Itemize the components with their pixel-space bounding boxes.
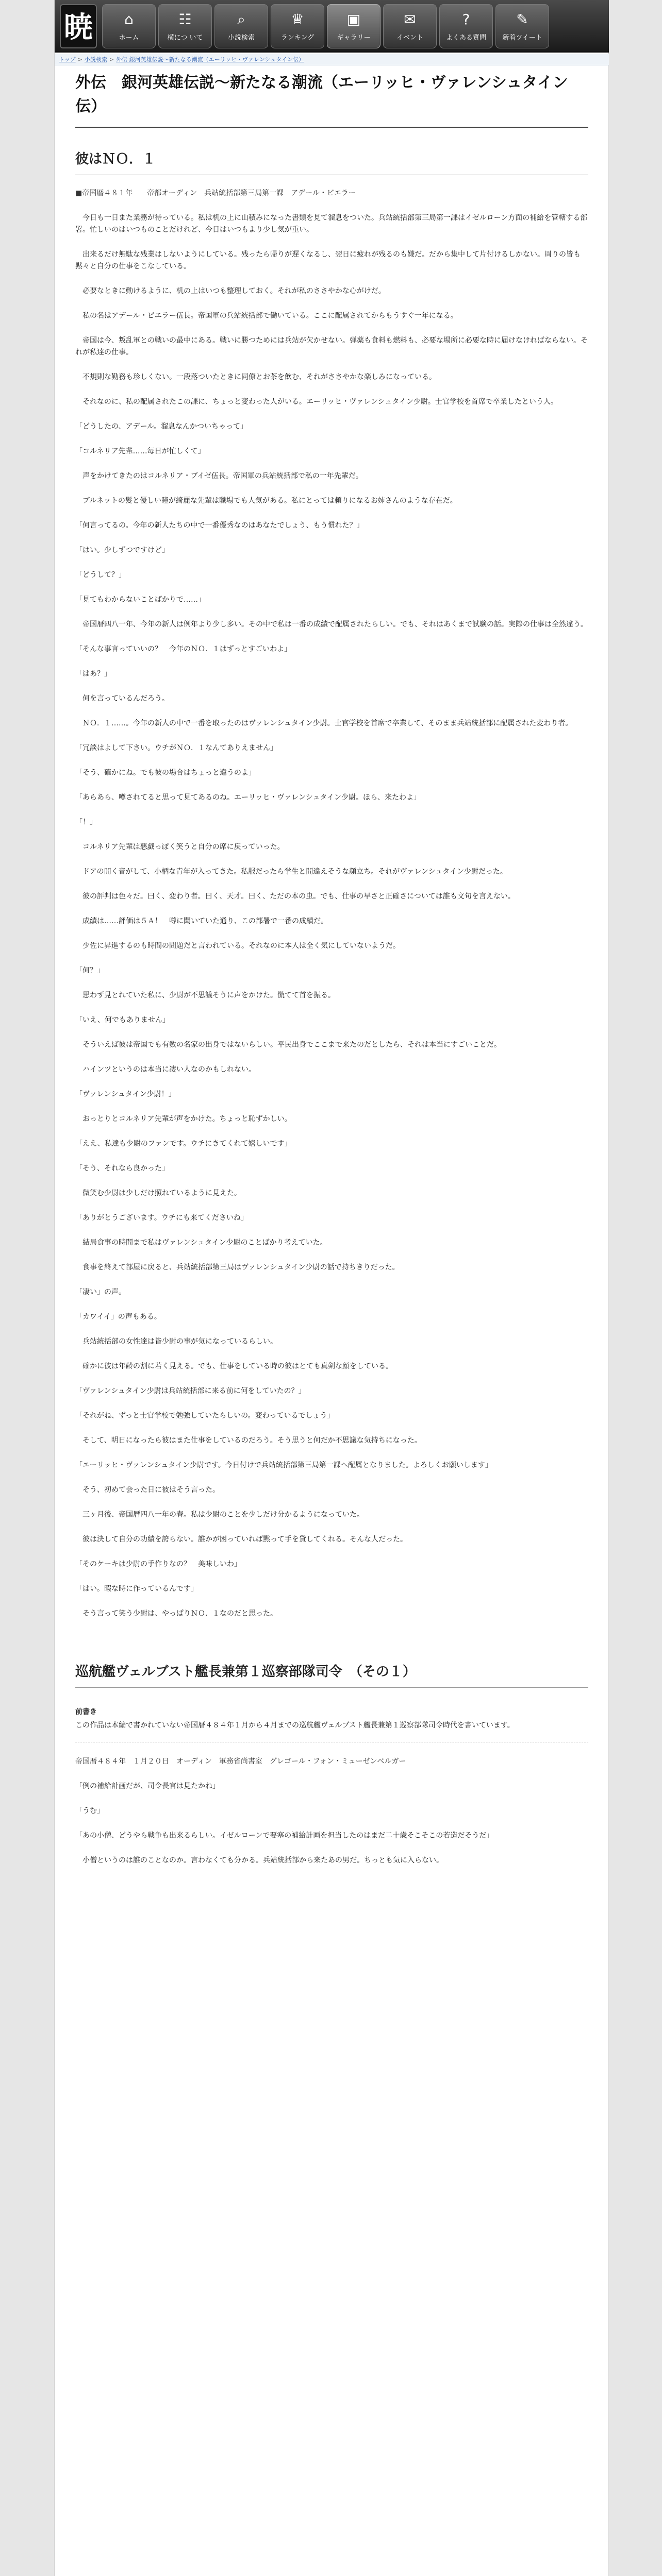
body-paragraph: 「どうしたの、アデール。溜息なんかついちゃって」	[75, 422, 248, 431]
question-icon: ?	[462, 10, 470, 28]
site-logo[interactable]: 暁	[60, 4, 97, 48]
body-paragraph: 兵站統括部の女性達は皆少尉の事が気になっているらしい。	[75, 1337, 277, 1346]
foreword-heading: 前書き	[75, 1708, 97, 1716]
breadcrumb-link-top[interactable]: トップ	[59, 56, 76, 63]
body-paragraph: 「うむ」	[75, 1807, 104, 1815]
body-paragraph: おっとりとコルネリア先輩が声をかけた。ちょっと恥ずかしい。	[75, 1115, 292, 1123]
work-title: 外伝 銀河英雄伝説～新たなる潮流（エーリッヒ・ヴァレンシュタイン伝）	[75, 71, 588, 128]
body-paragraph: 「見てもわからないことばかりで……」	[75, 596, 205, 604]
nav-label: よくある質問	[445, 33, 486, 42]
episode-body	[75, 1781, 588, 1867]
body-paragraph: 「冗談はよして下さい。ウチがＮＯ．１なんてありえません」	[75, 744, 277, 752]
nav-gallery-button[interactable]	[327, 4, 380, 48]
episode-meta: 帝国暦４８４年 １月２０日 オーディン 軍務省尚書室 グレゴール・フォン・ミューゼンベルガー	[75, 1757, 406, 1766]
breadcrumb-link-search[interactable]: 小説検索	[84, 56, 107, 63]
body-paragraph: ＮＯ．１……。今年の新人の中で一番を取ったのはヴァレンシュタイン少尉。士官学校を首席で卒業して、そのまま兵站統括部に配属された変わり者。	[75, 719, 573, 727]
body-paragraph: 「！」	[75, 818, 97, 826]
body-paragraph: そう、初めて会った日に彼はそう言った。	[75, 1486, 220, 1494]
body-paragraph: それなのに、私の配属されたこの課に、ちょっと変わった人がいる。エーリッヒ・ヴァレンシュタイン少尉。士官学校を首席で卒業したという人。	[75, 398, 558, 406]
nav-faq-button[interactable]	[439, 4, 493, 48]
body-paragraph: 小僧というのは誰のことなのか。言わなくても分かる。兵站統括部から来たあの男だ。ちっとも気に入らない。	[75, 1856, 443, 1865]
body-paragraph: 今日も一日また業務が待っている。私は机の上に山積みになった書類を見て溜息をついた。兵站統括部第三局第一課はイゼルローン方面の補給を管轄する部署。忙しいのはいつものことだけれど、今日はいつもより少し気が重い。	[75, 214, 588, 234]
body-paragraph: ブルネットの髪と優しい瞳が綺麗な先輩は職場でも人気がある。私にとっては頼りになるお姉さんのような存在だ。	[75, 497, 457, 505]
body-paragraph: 帝国は今、叛乱軍との戦いの最中にある。戦いに勝つためには兵站が欠かせない。弾薬も食料も燃料も、必要な場所に必要な時に届けなければならない。それが私達の仕事。	[75, 336, 588, 357]
body-paragraph: 三ヶ月後、帝国暦四八一年の春。私は少尉のことを少しだけ分かるようになっていた。	[75, 1511, 364, 1519]
episode-section	[75, 148, 588, 1620]
episode-meta: ■帝国暦４８１年 帝都オーディン 兵站統括部第三局第一課 アデール・ビエラー	[75, 189, 356, 197]
body-paragraph: 「何言ってるの。今年の新人たちの中で一番優秀なのはあなたでしょう、もう慣れた？」	[75, 521, 364, 530]
body-paragraph: 「ヴァレンシュタイン少尉は兵站統括部に来る前に何をしていたの？」	[75, 1387, 306, 1395]
body-paragraph: そして、明日になったら彼はまた仕事をしているのだろう。そう思うと何だか不思議な気持ちになった。	[75, 1436, 422, 1445]
body-paragraph: 何を言っているんだろう。	[75, 694, 169, 703]
body-paragraph: 帝国暦四八一年、今年の新人は例年より少し多い。その中で私は一番の成績で配属されたらしい。でも、それはあくまで試験の話。実際の仕事は全然違う。	[75, 620, 588, 629]
body-paragraph: 「はあ？」	[75, 670, 111, 678]
body-paragraph: 「エーリッヒ・ヴァレンシュタイン少尉です。今日付けで兵站統括部第三局第一課へ配属となりました。よろしくお願いします」	[75, 1461, 492, 1469]
body-paragraph: 出来るだけ無駄な残業はしないようにしている。残ったら帰りが遅くなるし、翌日に疲れが残るのも嫌だ。だから集中して片付けるしかない。周りの皆も黙々と自分の仕事をこなしている。	[75, 250, 581, 270]
site-header	[55, 0, 609, 53]
main-content	[75, 71, 588, 1879]
body-paragraph: 「ありがとうございます。ウチにも来てくださいね」	[75, 1214, 248, 1222]
body-paragraph: 「はい。暇な時に作っているんです」	[75, 1585, 198, 1593]
body-paragraph: 「コルネリア先輩……毎日が忙しくて」	[75, 447, 205, 455]
envelope-icon: ✉	[404, 10, 416, 28]
body-paragraph: そういえば彼は帝国でも有数の名家の出身ではないらしい。平民出身でここまで来たのだとしたら、それは本当にすごいことだ。	[75, 1041, 501, 1049]
body-paragraph: 「そう、それなら良かった」	[75, 1164, 169, 1173]
body-paragraph: 「そんな事言っていいの？ 今年のＮＯ．１はずっとすごいわよ」	[75, 645, 292, 653]
body-paragraph: 「凄い」の声。	[75, 1288, 126, 1296]
body-paragraph: 「そのケーキは少尉の手作りなの？ 美味しいわ」	[75, 1560, 241, 1568]
body-paragraph: 「ヴァレンシュタイン少尉！」	[75, 1090, 176, 1098]
body-paragraph: 「ええ、私達も少尉のファンです。ウチにきてくれて嬉しいです」	[75, 1140, 292, 1148]
body-paragraph: 私の名はアデール・ビエラー伍長。帝国軍の兵站統括部で働いている。ここに配属されてからもうすぐ一年になる。	[75, 312, 458, 320]
crown-icon: ♛	[291, 10, 304, 28]
body-paragraph: 不規則な勤務も珍しくない。一段落ついたときに同僚とお茶を飲む、それがささやかな楽しみになっている。	[75, 373, 436, 381]
nav-event-button[interactable]	[383, 4, 437, 48]
home-icon: ⌂	[124, 10, 134, 28]
body-paragraph: 「そう、確かにね。でも彼の場合はちょっと違うのよ」	[75, 769, 256, 777]
nav-label: ホーム	[119, 33, 139, 42]
info-icon: ☷	[178, 10, 192, 28]
breadcrumb-separator: >	[109, 56, 114, 63]
breadcrumb-separator: >	[77, 56, 82, 63]
body-paragraph: 思わず見とれていた私に、少尉が不思議そうに声をかけた。慌てて首を振る。	[75, 991, 335, 999]
body-paragraph: 彼は決して自分の功績を誇らない。誰かが困っていれば黙って手を貸してくれる。そんな人だった。	[75, 1535, 407, 1544]
body-paragraph: 必要なときに動けるように、机の上はいつも整理しておく。それが私のささやかな心がけだ。	[75, 287, 386, 295]
body-paragraph: 食事を終えて部屋に戻ると、兵站統括部第三局はヴァレンシュタイン少尉の話で持ちきりだった。	[75, 1263, 400, 1272]
foreword-text: この作品は本編で書かれていない帝国暦４８４年１月から４月までの巡航艦ヴェルブスト艦長兼第１巡察部隊司令時代を書いています。	[75, 1720, 588, 1742]
nav-label: ギャラリー	[337, 33, 371, 42]
body-paragraph: 確かに彼は年齢の割に若く見える。でも、仕事をしている時の彼はとても真剣な顔をしている。	[75, 1362, 393, 1370]
body-paragraph: 「どうして？」	[75, 571, 126, 579]
main-nav	[102, 4, 552, 48]
episode-title: 彼はＮＯ．１	[75, 148, 588, 175]
body-paragraph: 「はい。少しずつですけど」	[75, 546, 169, 554]
body-paragraph: 成績は……評価は５Ａ！ 噂に聞いていた通り、この部署で一番の成績だ。	[75, 917, 328, 925]
body-paragraph: 「あらあら、噂されてると思って見てあるのね。エーリッヒ・ヴァレンシュタイン少尉。ほら、来たわよ」	[75, 793, 421, 802]
nav-home-button[interactable]	[102, 4, 156, 48]
body-paragraph: 声をかけてきたのはコルネリア・ブイゼ伍長。帝国軍の兵站統括部で私の一年先輩だ。	[75, 472, 363, 480]
nav-label: 横につ いて	[167, 33, 203, 42]
body-paragraph: 微笑む少尉は少しだけ照れているように見えた。	[75, 1189, 241, 1197]
nav-label: 新着ツイート	[502, 33, 542, 42]
body-paragraph: 「あの小僧、どうやら戦争も出来るらしい。イゼルローンで要塞の補給計画を担当したのはまだ二十歳そこそこの若造だそうだ」	[75, 1832, 494, 1840]
breadcrumb-link-work[interactable]: 外伝 銀河英雄伝説～新たなる潮流（エーリッヒ・ヴァレンシュタイン伝）	[116, 56, 305, 63]
nav-label: イベント	[396, 33, 423, 42]
body-paragraph: 「いえ、何でもありません」	[75, 1016, 170, 1024]
body-paragraph: ドアの開く音がして、小柄な青年が入ってきた。私服だったら学生と間違えそうな顔立ち。それがヴァレンシュタイン少尉だった。	[75, 868, 507, 876]
nav-ranking-button[interactable]	[271, 4, 324, 48]
body-paragraph: コルネリア先輩は悪戯っぽく笑うと自分の席に戻っていった。	[75, 843, 285, 851]
body-paragraph: 「カワイイ」の声もある。	[75, 1313, 161, 1321]
episode-section	[75, 1661, 588, 1867]
page-container	[54, 0, 608, 2576]
body-paragraph: そう言って笑う少尉は、やっぱりＮＯ．１なのだと思った。	[75, 1609, 277, 1618]
body-paragraph: 「例の補給計画だが、司令長官は見たかね」	[75, 1782, 220, 1790]
nav-label: 小説検索	[227, 33, 255, 42]
pencil-icon: ✎	[516, 10, 528, 28]
episode-body	[75, 212, 588, 1620]
search-icon: ⌕	[237, 10, 245, 28]
episode-title: 巡航艦ヴェルブスト艦長兼第１巡察部隊司令 （その１）	[75, 1661, 588, 1688]
body-paragraph: 「何？」	[75, 967, 104, 975]
gallery-icon: ▣	[346, 10, 361, 28]
body-paragraph: 少佐に昇進するのも時間の問題だと言われている。それなのに本人は全く気にしていないようだ。	[75, 942, 400, 950]
nav-label: ランキング	[280, 33, 315, 42]
breadcrumb	[55, 54, 609, 65]
nav-tweets-button[interactable]	[495, 4, 549, 48]
body-paragraph: 「それがね、ずっと士官学校で勉強していたらしいの。変わっているでしょう」	[75, 1412, 335, 1420]
nav-about-button[interactable]	[158, 4, 212, 48]
nav-search-button[interactable]	[214, 4, 268, 48]
body-paragraph: ハインツというのは本当に凄い人なのかもしれない。	[75, 1065, 256, 1074]
body-paragraph: 彼の評判は色々だ。曰く、変わり者。曰く、天才。曰く、ただの本の虫。でも、仕事の早さと正確さについては誰も文句を言えない。	[75, 892, 515, 901]
body-paragraph: 結局食事の時間まで私はヴァレンシュタイン少尉のことばかり考えていた。	[75, 1239, 327, 1247]
